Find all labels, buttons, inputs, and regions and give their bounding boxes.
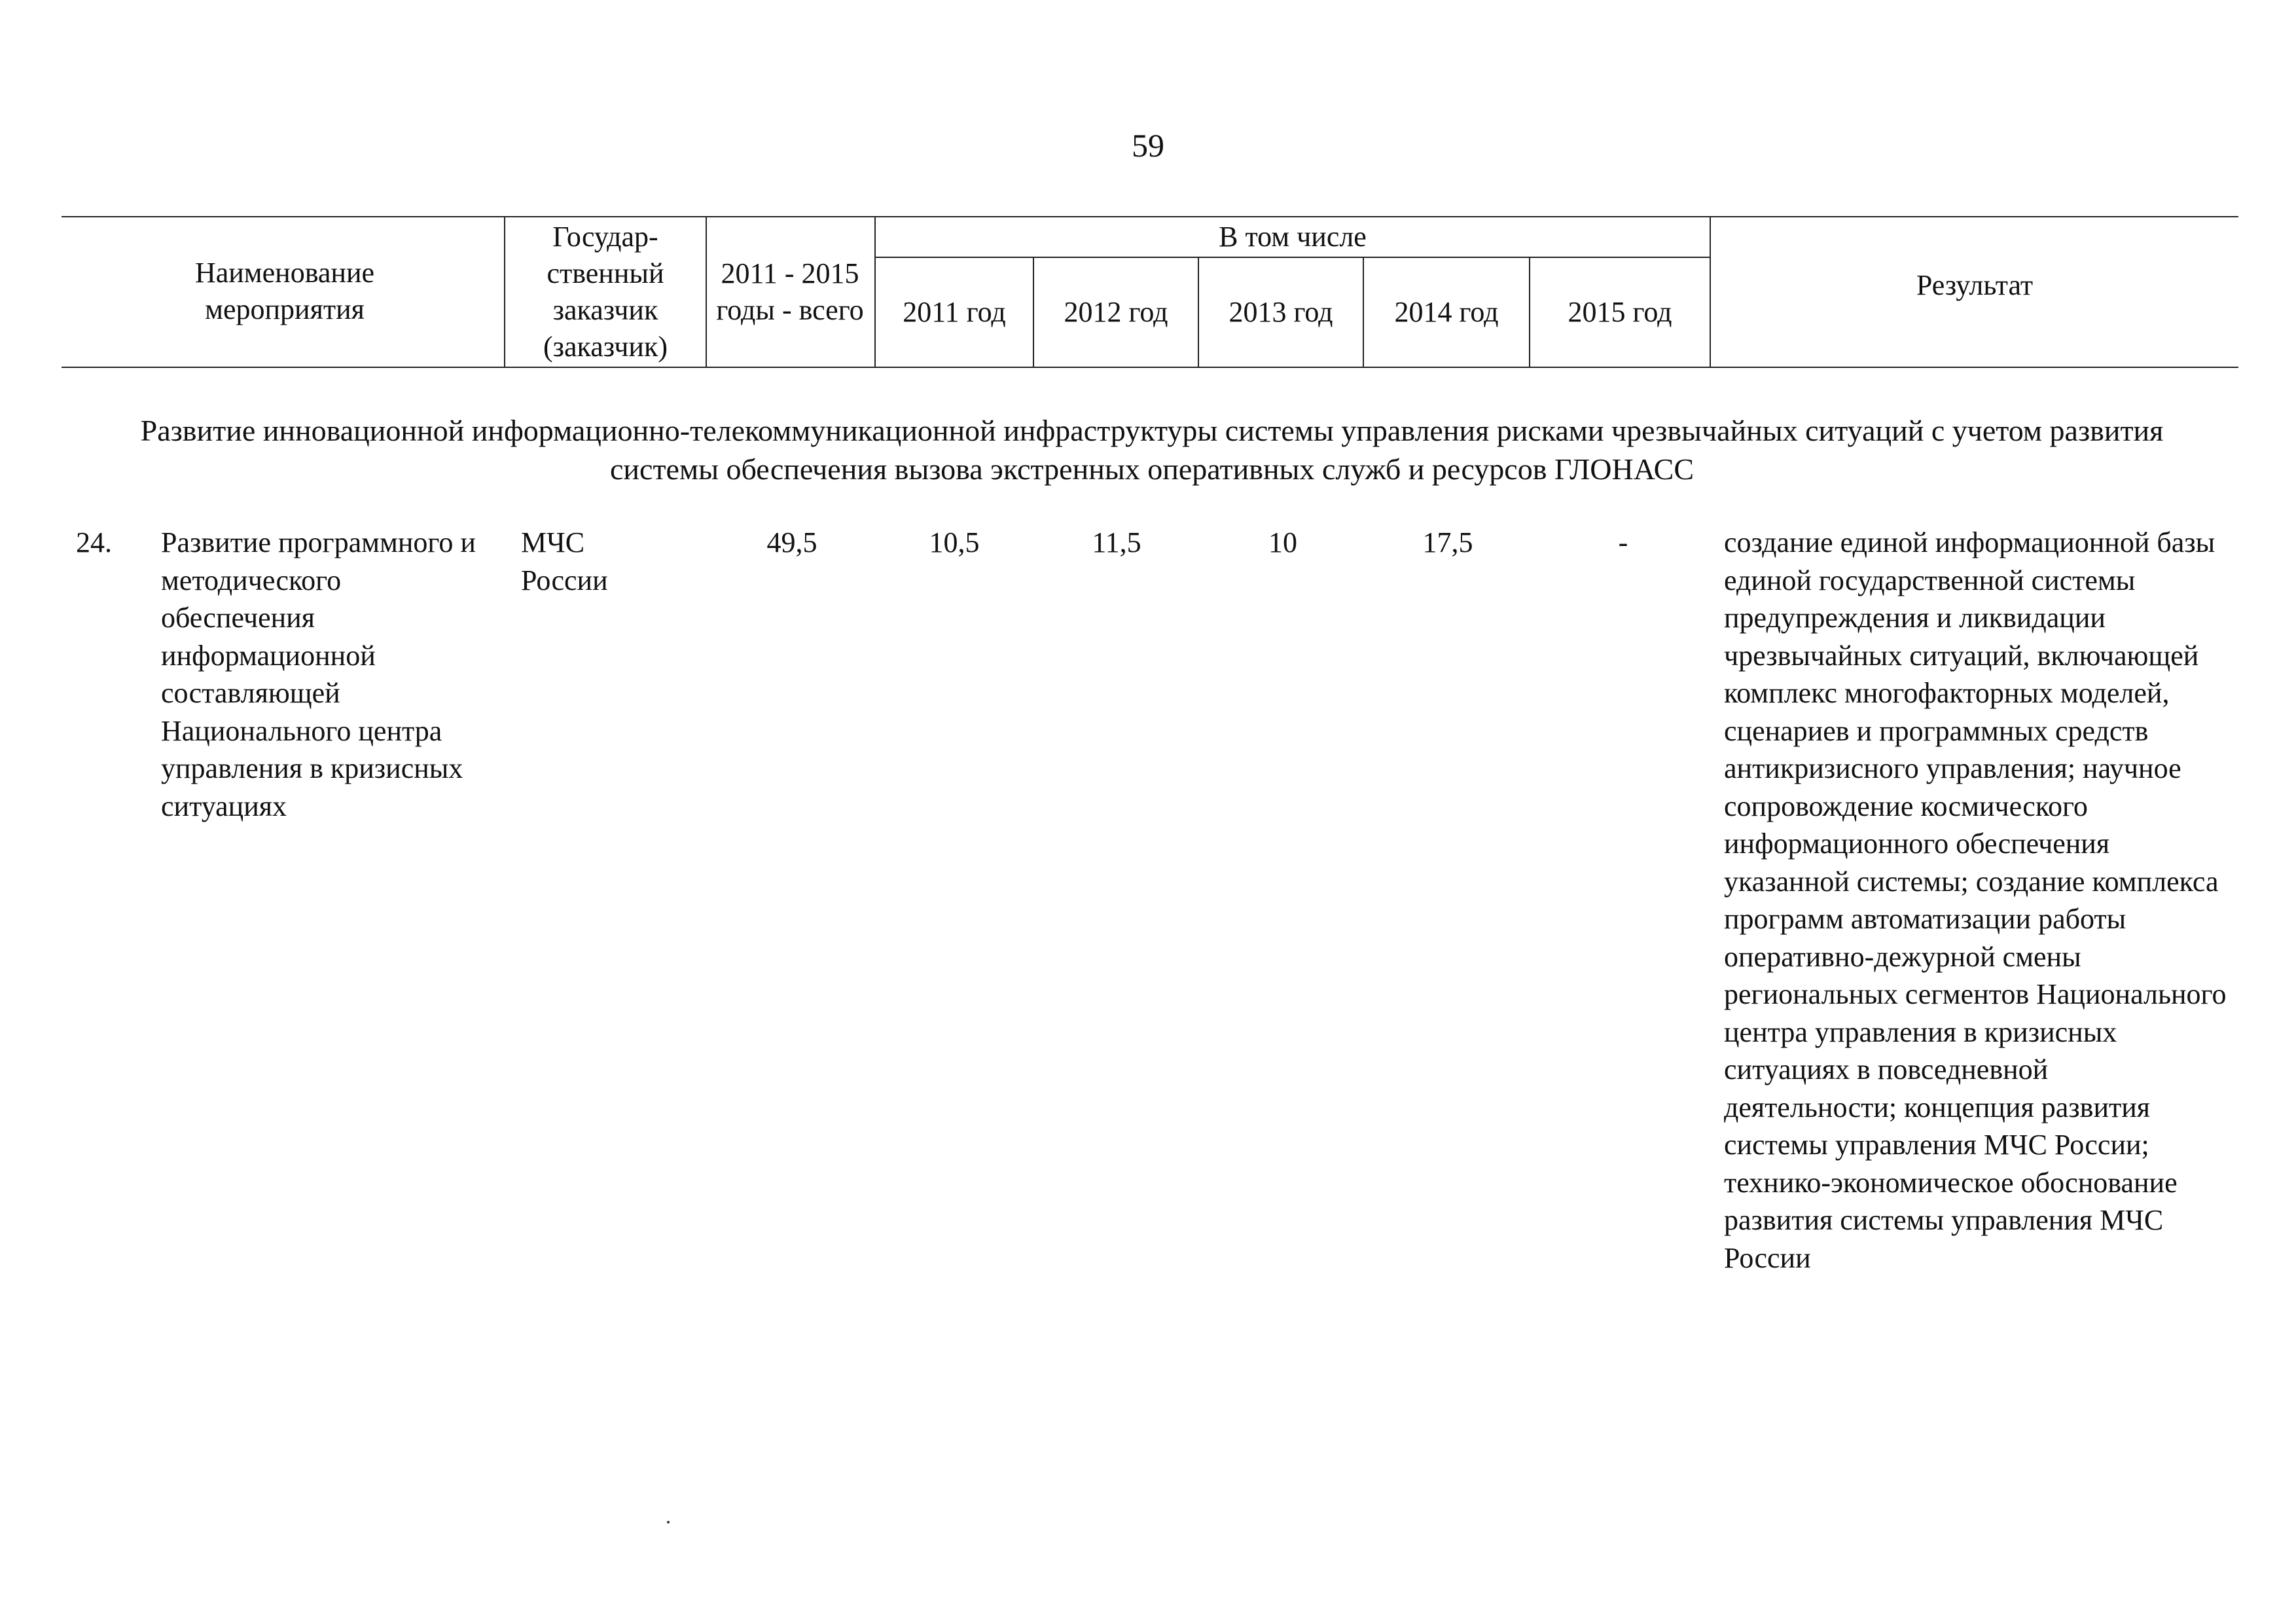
header-year-2015: 2015 год [1568, 296, 1672, 328]
row-value-2013: 10 [1268, 526, 1297, 558]
scan-speck [667, 1521, 670, 1523]
header-name: Наименование мероприятия [194, 257, 375, 325]
header-result: Результат [1916, 269, 2034, 301]
page-number: 59 [1132, 127, 1164, 164]
column-divider [504, 216, 505, 367]
header-year-2013: 2013 год [1229, 296, 1333, 328]
column-divider [706, 216, 707, 367]
table-bottom-border [62, 367, 2238, 368]
row-total: 49,5 [766, 526, 817, 558]
header-year-2012: 2012 год [1064, 296, 1168, 328]
header-year-2011: 2011 год [903, 296, 1006, 328]
header-including: В том числе [1219, 221, 1367, 253]
header-customer: Государ-ственный заказчик (заказчик) [543, 221, 668, 363]
row-value-2012: 11,5 [1092, 526, 1141, 558]
row-value-2015: - [1618, 526, 1628, 558]
header-total: 2011 - 2015 годы - всего [716, 257, 864, 326]
row-value-2011: 10,5 [929, 526, 980, 558]
row-result: создание единой информационной базы единой государственной системы предупреждения и ликвидации чрезвычайных ситуаций, включающей комплекс многофакторных моделей, сценариев и программных средств антикризисного управления; научное сопровождение космического информационного обеспечения указанной системы; создание комплекса программ автоматизации работы оперативно-дежурной смены региональных сегментов Национального центра управления в кризисных ситуациях в повседневной деятельности; концепция развития системы управления МЧС России; технико-экономическое обоснование развития системы управления МЧС России [1724, 526, 2227, 1274]
row-name: Развитие программного и методического обеспечения информационной составляющей Национального центра управления в кризисных ситуациях [161, 526, 476, 822]
row-customer: МЧС России [521, 526, 608, 596]
row-number: 24. [76, 526, 112, 558]
row-value-2014: 17,5 [1422, 526, 1473, 558]
header-year-2014: 2014 год [1394, 296, 1499, 328]
section-title: Развитие инновационной информационно-телекоммуникационной инфраструктуры системы управления рисками чрезвычайных ситуаций с учетом развития системы обеспечения вызова экстренных оперативных служб и ресурсов ГЛОНАСС [140, 414, 2164, 486]
